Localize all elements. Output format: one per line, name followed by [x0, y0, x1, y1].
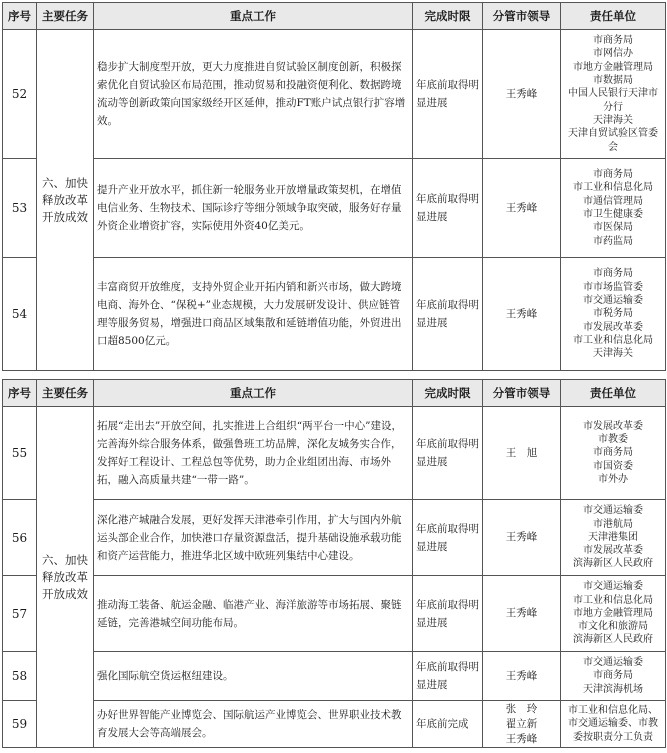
deadline: 年底前完成 [413, 701, 483, 748]
unit-line: 市通信管理局 [583, 195, 643, 207]
unit-line: 市医保局 [593, 222, 633, 234]
unit-line: 市外办 [598, 473, 628, 485]
leader [483, 159, 561, 258]
header-deadline: 完成时限 [413, 380, 483, 407]
unit-line: 市商务局 [593, 169, 633, 181]
unit-line: 市交通运输委 [583, 581, 643, 593]
table-row [3, 500, 666, 576]
leader [483, 258, 561, 371]
task-table-part-2 [2, 379, 666, 748]
table-header-row [3, 380, 666, 407]
key-work: 深化港产城融合发展，更好发挥天津港牵引作用，扩大与国内外航运头部企业合作，加快港口存量资源盘活，提升基础设施承载功能和资产运营能力，推进华北区域中欧班列集结中心建设。 [94, 500, 413, 576]
header-task: 主要任务 [37, 3, 94, 30]
responsible-units [561, 576, 666, 652]
leader [483, 500, 561, 576]
unit-line: 市交通运输委 [583, 657, 643, 669]
unit-line: 天津海关 [593, 114, 633, 126]
table-row [3, 159, 666, 258]
row-number: 53 [3, 159, 37, 258]
leader-name: 王 旭 [505, 446, 538, 459]
unit-line: 市交通运输委、市教 [568, 718, 658, 730]
unit-line: 市地方金融管理局 [573, 61, 653, 73]
unit-line: 市工业和信息化局 [573, 182, 653, 194]
table-row [3, 652, 666, 701]
leader-name: 王秀峰 [505, 531, 538, 543]
unit-line: 天津自贸试验区管委会 [568, 128, 658, 153]
task-line: 开放成效 [42, 209, 88, 224]
unit-line: 市市场监管委 [583, 281, 643, 293]
table-row [3, 258, 666, 371]
header-leader: 分管市领导 [483, 3, 561, 30]
unit-line: 委按职责分工负责 [573, 731, 653, 743]
table-row [3, 576, 666, 652]
task-line: 释放改革 [42, 192, 88, 207]
key-work: 强化国际航空货运枢纽建设。 [94, 652, 413, 701]
unit-line: 市港航局 [593, 518, 633, 530]
responsible-units [561, 652, 666, 701]
key-work: 提升产业开放水平，抓住新一轮服务业开放增量政策契机，在增值电信业务、生物技术、国际诊疗等细分领域争取突破，服务好存量外资企业增资扩容，实际使用外资40亿美元。 [94, 159, 413, 258]
leader-name: 王秀峰 [505, 732, 538, 745]
unit-line: 分行 [603, 101, 623, 113]
main-task-cell [37, 407, 94, 748]
unit-line: 市数据局 [593, 75, 633, 87]
table-row [3, 701, 666, 748]
row-number: 58 [3, 652, 37, 701]
task-line: 释放改革 [42, 569, 88, 584]
table-row [3, 407, 666, 500]
unit-line: 市商务局 [593, 268, 633, 280]
responsible-units [561, 258, 666, 371]
deadline: 年底前取得明显进展 [413, 159, 483, 258]
deadline: 年底前取得明显进展 [413, 258, 483, 371]
unit-line: 中国人民银行天津市 [568, 88, 658, 100]
key-work: 丰富商贸开放维度，支持外贸企业开拓内销和新兴市场，做大跨境电商、海外仓、“保税+”业态规模，大力发展研发设计、供应链管理等服务贸易，增强进口商品区域集散和延链增值功能，外贸进出口超8500亿元。 [94, 258, 413, 371]
unit-line: 市商务局 [593, 35, 633, 47]
unit-line: 市文化和旅游局 [578, 621, 648, 633]
leader [483, 576, 561, 652]
task-table-part-1 [2, 2, 666, 371]
unit-line: 市地方金融管理局 [573, 607, 653, 619]
unit-line: 滨海新区人民政府 [573, 558, 653, 570]
key-work: 拓展“走出去”开放空间，扎实推进上合组织“两平台一中心”建设，完善海外综合服务体系，做强鲁班工坊品牌，深化友城务实合作，发挥好工程设计、工程总包等优势，助力企业组团出海、市场外拓，融入高质量共建“一带一路”。 [94, 407, 413, 500]
responsible-units [561, 30, 666, 159]
header-work: 重点工作 [94, 380, 413, 407]
deadline: 年底前取得明显进展 [413, 652, 483, 701]
key-work: 办好世界智能产业博览会、国际航运产业博览会、世界职业技术教育发展大会等高端展会。 [94, 701, 413, 748]
responsible-units [561, 500, 666, 576]
leader [483, 407, 561, 500]
unit-line: 市卫生健康委 [583, 209, 643, 220]
leader-name: 张 玲 [505, 702, 538, 715]
unit-line: 天津港集团 [588, 531, 638, 543]
deadline: 年底前取得明显进展 [413, 407, 483, 500]
header-units: 责任单位 [561, 3, 666, 30]
unit-line: 市商务局 [593, 670, 633, 682]
leader [483, 30, 561, 159]
leader [483, 701, 561, 748]
table-row [3, 30, 666, 159]
row-number: 57 [3, 576, 37, 652]
unit-line: 市工业和信息化局、 [568, 705, 658, 717]
header-num: 序号 [3, 3, 37, 30]
unit-line: 市交通运输委 [583, 295, 643, 307]
unit-line: 市工业和信息化局 [573, 594, 653, 606]
header-task: 主要任务 [37, 380, 94, 407]
leader-name: 翟立新 [505, 717, 538, 730]
leader-name: 王秀峰 [505, 669, 538, 682]
unit-line: 市网信办 [593, 48, 633, 60]
key-work: 推动海工装备、航运金融、临港产业、海洋旅游等市场拓展、聚链延链，完善港城空间功能布局。 [94, 576, 413, 652]
unit-line: 天津滨海机场 [583, 683, 643, 695]
deadline: 年底前取得明显进展 [413, 500, 483, 576]
header-leader: 分管市领导 [483, 380, 561, 407]
task-line: 六、加快 [42, 552, 88, 567]
table-header-row [3, 3, 666, 30]
leader-name: 王秀峰 [505, 307, 538, 320]
unit-line: 市发展改革委 [583, 420, 643, 432]
unit-line: 市税务局 [593, 308, 633, 320]
leader-name: 王秀峰 [505, 87, 538, 100]
unit-line: 市发展改革委 [583, 321, 643, 333]
responsible-units [561, 159, 666, 258]
unit-line: 市工业和信息化局 [573, 334, 653, 346]
unit-line: 滨海新区人民政府 [573, 634, 653, 646]
unit-line: 市商务局 [593, 447, 633, 459]
unit-line: 市交通运输委 [583, 505, 643, 517]
row-number: 52 [3, 30, 37, 159]
header-units: 责任单位 [561, 380, 666, 407]
leader-name: 王秀峰 [505, 201, 538, 214]
deadline: 年底前取得明显进展 [413, 576, 483, 652]
unit-line: 市发展改革委 [583, 545, 643, 557]
key-work: 稳步扩大制度型开放，更大力度推进自贸试验区制度创新，积极探索优化自贸试验区布局范围，推动贸易和投融资便利化、数据跨境流动等创新政策向国家级经开区延伸，推动FT账户试点银行扩容增效。 [94, 30, 413, 159]
row-number: 59 [3, 701, 37, 748]
row-number: 56 [3, 500, 37, 576]
responsible-units [561, 407, 666, 500]
unit-line: 天津海关 [593, 348, 633, 360]
leader [483, 652, 561, 701]
header-num: 序号 [3, 380, 37, 407]
header-deadline: 完成时限 [413, 3, 483, 30]
responsible-units [561, 701, 666, 748]
unit-line: 市教委 [598, 434, 628, 446]
row-number: 54 [3, 258, 37, 371]
row-number: 55 [3, 407, 37, 500]
leader-name: 王秀峰 [505, 607, 538, 619]
task-line: 开放成效 [42, 586, 88, 601]
unit-line: 市国资委 [593, 460, 633, 472]
header-work: 重点工作 [94, 3, 413, 30]
main-task-cell [37, 30, 94, 371]
deadline: 年底前取得明显进展 [413, 30, 483, 159]
task-line: 六、加快 [42, 175, 88, 190]
unit-line: 市药监局 [593, 235, 633, 247]
